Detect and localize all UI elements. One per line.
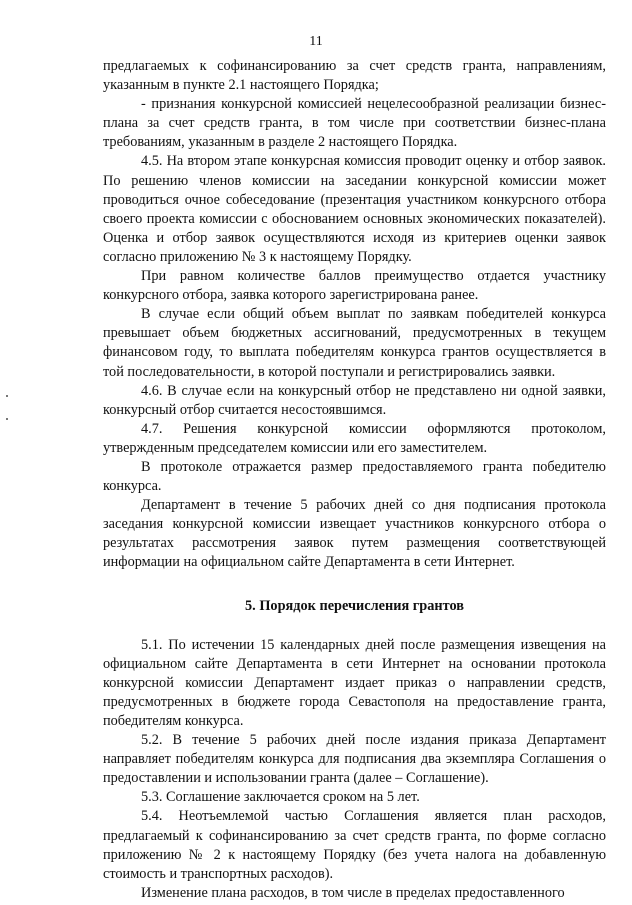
- paragraph: 5.3. Соглашение заключается сроком на 5 лет.: [141, 789, 420, 806]
- paragraph: - признания конкурсной комиссией нецелесообразной реализации бизнес-плана за счет средств гранта, в том числе при соответствии бизнес-плана требованиям, указанным в разделе 2 настоящего Порядка.: [103, 96, 606, 151]
- paragraph: 4.6. В случае если на конкурсный отбор не представлено ни одной заявки, конкурсный отбор считается несостоявшимся.: [103, 382, 606, 418]
- section-heading: 5. Порядок перечисления грантов: [245, 597, 464, 614]
- paragraph: Изменение плана расходов, в том числе в пределах предоставленного: [141, 884, 565, 901]
- paragraphs-after-heading: [103, 636, 606, 903]
- paragraph: 5.4. Неотъемлемой частью Соглашения является план расходов, предлагаемый к софинансированию за счет средств гранта, по форме согласно приложению № 2 к настоящему Порядку (без учета налога на добавленную стоимость и транспортных расходов).: [103, 808, 606, 882]
- paragraph: 5.2. В течение 5 рабочих дней после издания приказа Департамент направляет победителям конкурса для подписания два экземпляра Соглашения о предоставлении и использовании гранта (далее – Соглашение).: [103, 732, 606, 787]
- paragraph: 4.7. Решения конкурсной комиссии оформляются протоколом, утвержденным председателем комиссии или его заместителем.: [103, 420, 606, 456]
- page-number: 11: [309, 34, 323, 49]
- scan-mark: [6, 418, 8, 420]
- paragraph: 5.1. По истечении 15 календарных дней после размещения извещения на официальном сайте Департамента в сети Интернет на основании протокола конкурсной комиссии Департамент издает приказ о направлении средств, предусмотренных в бюджете города Севастополя на предоставление гранта, победителям конкурса.: [103, 636, 606, 729]
- scan-mark: [6, 395, 8, 397]
- paragraphs-before-heading: [103, 57, 606, 573]
- paragraph: В протоколе отражается размер предоставляемого гранта победителю конкурса.: [103, 458, 606, 495]
- paragraph: Департамент в течение 5 рабочих дней со дня подписания протокола заседания конкурсной комиссии извещает участников конкурсного отбора о результатах рассмотрения заявок путем размещения соответствующей информации на официальном сайте Департамента в сети Интернет.: [103, 497, 606, 571]
- paragraph: В случае если общий объем выплат по заявкам победителей конкурса превышает объем бюджетных ассигнований, предусмотренных в текущем финансовом году, то выплата победителям конкурса грантов осуществляется в той последовательности, в которой поступали и регистрировались заявки.: [103, 306, 606, 380]
- paragraph: 4.5. На втором этапе конкурсная комиссия проводит оценку и отбор заявок. По решению членов комиссии на заседании конкурсной комиссии может проводиться очное собеседование (презентация участником конкурсного отбора своего проекта комиссии с обоснованием основных экономических показателей). Оценка и отбор заявок осуществляются исходя из критериев оценки заявок согласно приложению № 3 к настоящему Порядку.: [103, 153, 606, 265]
- paragraph: предлагаемых к софинансированию за счет средств гранта, направлениям, указанным в пункте 2.1 настоящего Порядка;: [103, 58, 606, 94]
- paragraph: При равном количестве баллов преимущество отдается участнику конкурсного отбора, заявка которого зарегистрирована ранее.: [103, 268, 606, 304]
- document-body: [103, 57, 606, 903]
